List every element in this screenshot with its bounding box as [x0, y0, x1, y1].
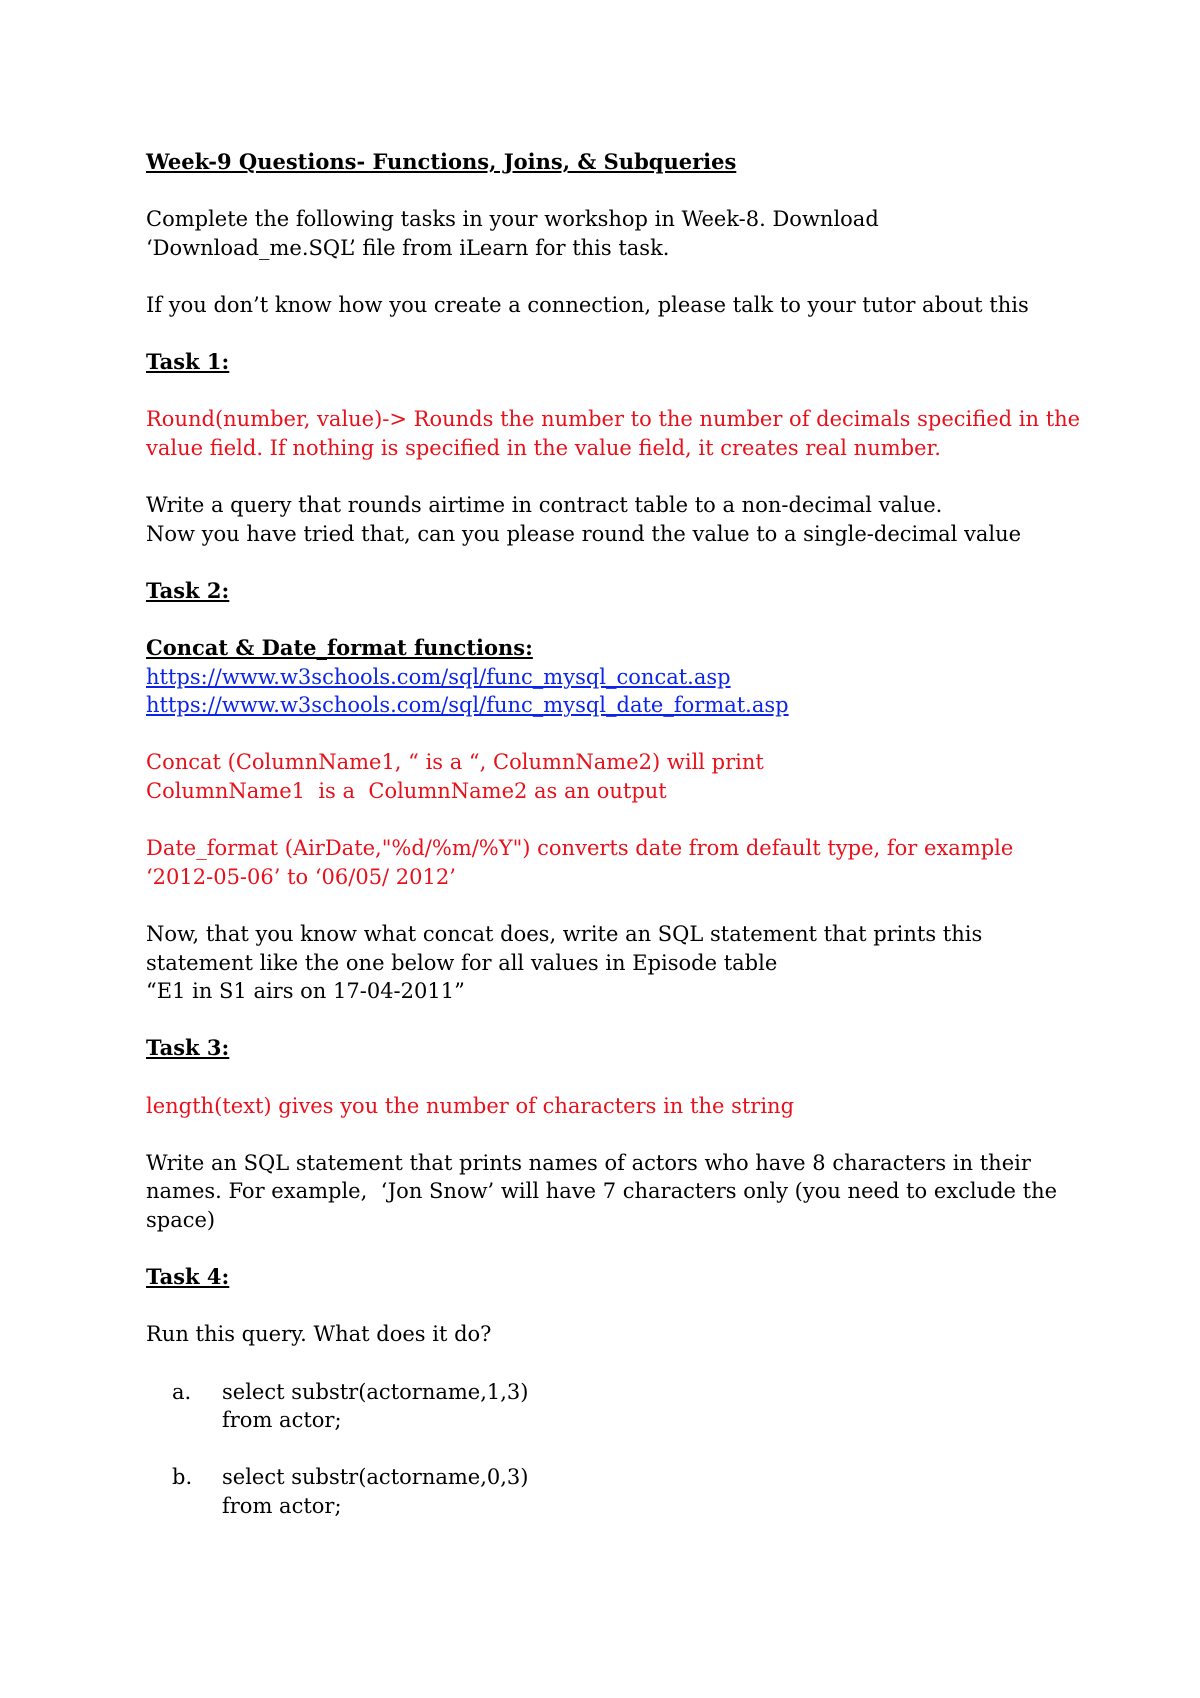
spacer	[146, 720, 1076, 749]
query-line-2: from actor;	[222, 1493, 342, 1518]
task1-heading: Task 1:	[146, 349, 230, 375]
spacer	[146, 606, 1076, 635]
spacer	[146, 377, 1076, 406]
query-line-1: select substr(actorname,1,3)	[222, 1379, 529, 1404]
task2-question-line-3: “E1 in S1 airs on 17-04-2011”	[146, 979, 465, 1004]
task2-date-line-2: ‘2012-05-06’ to ‘06/05/ 2012’	[146, 864, 456, 889]
task3-question-line-3: space)	[146, 1207, 216, 1232]
connection-note: If you don’t know how you create a connection, please talk to your tutor about this	[146, 292, 1029, 317]
list-marker: a.	[172, 1379, 192, 1404]
spacer	[146, 1292, 1076, 1321]
task2-date-line-1: Date_format (AirDate,"%d/%m/%Y") converts date from default type, for example	[146, 836, 1014, 861]
date-format-reference-link[interactable]: https://www.w3schools.com/sql/func_mysql_date_format.asp	[146, 693, 789, 718]
task1-question-line-1: Write a query that rounds airtime in contract table to a non-decimal value.	[146, 493, 943, 518]
spacer	[146, 548, 1076, 577]
query-list	[146, 1378, 1076, 1521]
list-marker: b.	[172, 1465, 193, 1490]
query-text	[222, 1378, 528, 1435]
task1-note-line-1: Round(number, value)-> Rounds the number to the number of decimals specified in the	[146, 407, 1081, 432]
task2-question-line-2: statement like the one below for all values in Episode table	[146, 950, 778, 975]
spacer	[146, 1435, 1076, 1464]
task1-note-line-2: value field. If nothing is specified in the value field, it creates real number.	[146, 435, 941, 460]
spacer	[146, 806, 1076, 835]
spacer	[146, 1235, 1076, 1264]
concat-reference-link[interactable]: https://www.w3schools.com/sql/func_mysql_concat.asp	[146, 664, 731, 689]
task2-question-line-1: Now, that you know what concat does, write an SQL statement that prints this	[146, 922, 983, 947]
list-item	[146, 1463, 1076, 1520]
list-item	[146, 1378, 1076, 1435]
spacer	[146, 320, 1076, 349]
page-title: Week-9 Questions- Functions, Joins, & Subqueries	[146, 149, 737, 174]
task3-question-line-2: names. For example, ‘Jon Snow’ will have 7 characters only (you need to exclude the	[146, 1179, 1058, 1204]
spacer	[146, 1120, 1076, 1149]
task2-subheading: Concat & Date_format functions:	[146, 635, 533, 661]
task3-question-line-1: Write an SQL statement that prints names of actors who have 8 characters in their	[146, 1150, 1031, 1175]
task1-question-line-2: Now you have tried that, can you please round the value to a single-decimal value	[146, 521, 1022, 546]
intro-line-1: Complete the following tasks in your workshop in Week-8. Download	[146, 207, 879, 232]
document-page	[146, 148, 1081, 1521]
task3-heading: Task 3:	[146, 1035, 230, 1061]
spacer	[146, 1063, 1076, 1092]
task4-prompt: Run this query. What does it do?	[146, 1322, 492, 1347]
query-line-1: select substr(actorname,0,3)	[222, 1465, 529, 1490]
task4-heading: Task 4:	[146, 1264, 230, 1290]
spacer	[146, 177, 1076, 206]
task2-heading: Task 2:	[146, 577, 230, 603]
spacer	[146, 891, 1076, 920]
query-line-2: from actor;	[222, 1408, 342, 1433]
spacer	[146, 262, 1076, 291]
spacer	[146, 1349, 1076, 1378]
intro-line-2: ‘Download_me.SQL’ file from iLearn for this task.	[146, 235, 670, 260]
task2-concat-line-1: Concat (ColumnName1, “ is a “, ColumnName2) will print	[146, 750, 764, 775]
query-text	[222, 1463, 528, 1520]
task3-note: length(text) gives you the number of characters in the string	[146, 1093, 795, 1118]
spacer	[146, 463, 1076, 492]
task2-concat-line-2: ColumnName1 is a ColumnName2 as an output	[146, 779, 667, 804]
spacer	[146, 1006, 1076, 1035]
